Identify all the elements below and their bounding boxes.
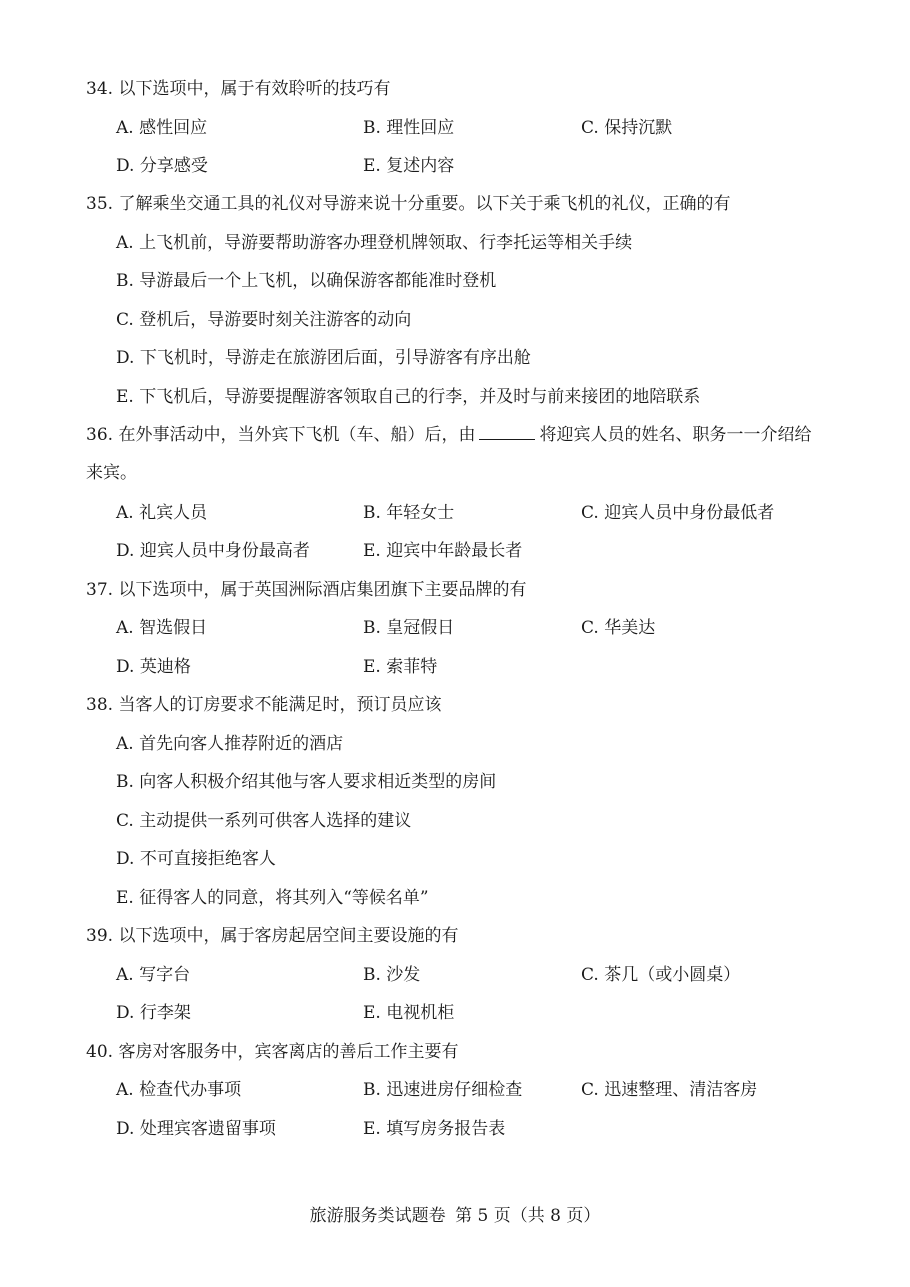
question-36-stem [86, 416, 826, 492]
question-39-option-b: B. 沙发 [363, 965, 421, 985]
page-footer [0, 1205, 910, 1227]
question-40-option-b: B. 迅速进房仔细检查 [363, 1080, 523, 1100]
question-38-option-c: C. 主动提供一系列可供客人选择的建议 [116, 811, 412, 831]
question-38-option-e: E. 征得客人的同意，将其列入“等候名单” [116, 888, 429, 908]
question-35-option-b: B. 导游最后一个上飞机，以确保游客都能准时登机 [116, 271, 497, 291]
question-35-stem: 35. 了解乘坐交通工具的礼仪对导游来说十分重要。以下关于乘飞机的礼仪，正确的有 [86, 194, 731, 214]
question-34-option-a: A. 感性回应 [116, 118, 208, 138]
page-number: 第 5 页（共 8 页） [455, 1206, 601, 1226]
question-39-option-c: C. 茶几（或小圆桌） [581, 965, 741, 985]
question-40-option-c: C. 迅速整理、清洁客房 [581, 1080, 758, 1100]
question-39-option-e: E. 电视机柜 [363, 1003, 455, 1023]
question-38-option-b: B. 向客人积极介绍其他与客人要求相近类型的房间 [116, 772, 497, 792]
exam-title: 旅游服务类试题卷 [309, 1206, 446, 1226]
question-39-option-d: D. 行李架 [116, 1003, 191, 1023]
question-39-option-a: A. 写字台 [116, 965, 191, 985]
question-37-option-d: D. 英迪格 [116, 657, 191, 677]
question-36-option-a: A. 礼宾人员 [116, 503, 208, 523]
question-36-stem-after: 将迎宾人员的姓名、职务一一介绍给来宾。 [86, 425, 812, 483]
question-37-option-b: B. 皇冠假日 [363, 618, 455, 638]
answer-blank [479, 423, 535, 440]
question-34-option-d: D. 分享感受 [116, 156, 208, 176]
question-40-option-d: D. 处理宾客遗留事项 [116, 1119, 276, 1139]
question-35-option-e: E. 下飞机后，导游要提醒游客领取自己的行李，并及时与前来接团的地陪联系 [116, 387, 701, 407]
question-34-stem: 34. 以下选项中，属于有效聆听的技巧有 [86, 79, 391, 99]
question-37-option-c: C. 华美达 [581, 618, 656, 638]
question-40-stem: 40. 客房对客服务中，宾客离店的善后工作主要有 [86, 1042, 459, 1062]
question-37-option-e: E. 索菲特 [363, 657, 438, 677]
question-37-option-a: A. 智选假日 [116, 618, 208, 638]
question-34-option-e: E. 复述内容 [363, 156, 455, 176]
question-36-stem-before: 36. 在外事活动中，当外宾下飞机（车、船）后，由 [86, 425, 476, 445]
question-36-option-b: B. 年轻女士 [363, 503, 455, 523]
question-36-option-d: D. 迎宾人员中身份最高者 [116, 541, 310, 561]
question-39-stem: 39. 以下选项中，属于客房起居空间主要设施的有 [86, 926, 459, 946]
question-37-stem: 37. 以下选项中，属于英国洲际酒店集团旗下主要品牌的有 [86, 580, 527, 600]
question-35-option-c: C. 登机后，导游要时刻关注游客的动向 [116, 310, 412, 330]
question-40-option-a: A. 检查代办事项 [116, 1080, 242, 1100]
question-38-option-a: A. 首先向客人推荐附近的酒店 [116, 734, 344, 754]
question-36-option-c: C. 迎宾人员中身份最低者 [581, 503, 775, 523]
question-35-option-d: D. 下飞机时，导游走在旅游团后面，引导游客有序出舱 [116, 348, 531, 368]
question-38-option-d: D. 不可直接拒绝客人 [116, 849, 276, 869]
question-36-option-e: E. 迎宾中年龄最长者 [363, 541, 523, 561]
question-40-option-e: E. 填写房务报告表 [363, 1119, 506, 1139]
question-34-option-b: B. 理性回应 [363, 118, 455, 138]
question-38-stem: 38. 当客人的订房要求不能满足时，预订员应该 [86, 695, 442, 715]
question-34-option-c: C. 保持沉默 [581, 118, 673, 138]
question-35-option-a: A. 上飞机前，导游要帮助游客办理登机牌领取、行李托运等相关手续 [116, 233, 633, 253]
